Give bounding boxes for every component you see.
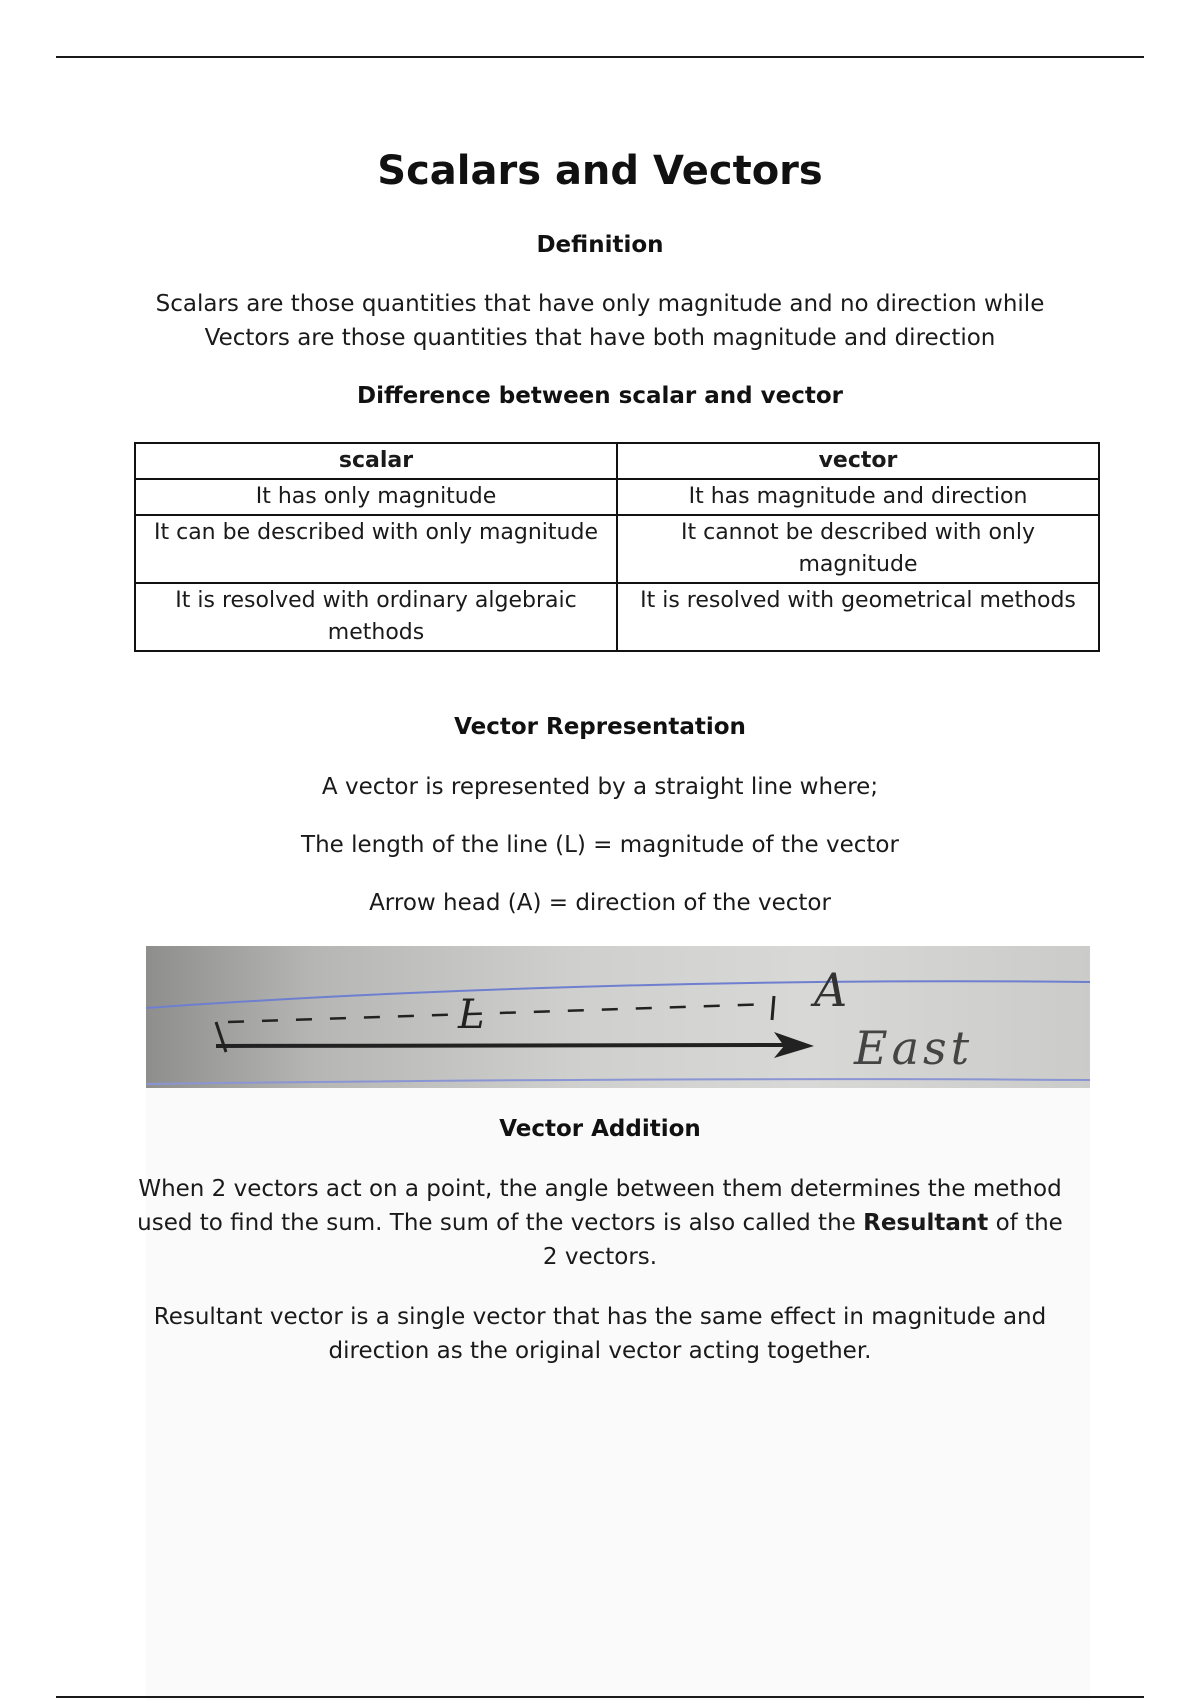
definition-heading: Definition bbox=[536, 232, 664, 258]
table-cell: It has only magnitude bbox=[135, 479, 617, 515]
length-marker-dashes bbox=[228, 1004, 771, 1022]
table-header-row bbox=[135, 443, 1099, 479]
top-rule bbox=[56, 56, 1144, 58]
length-marker-tick bbox=[772, 996, 774, 1020]
ruled-line bbox=[146, 1079, 1090, 1084]
table-cell: It cannot be described with only magnitude bbox=[617, 515, 1099, 583]
ruled-line bbox=[146, 981, 1090, 1008]
vector-line bbox=[216, 1045, 786, 1046]
arrow-label: A bbox=[814, 963, 848, 1017]
vector-sketch bbox=[146, 946, 1090, 1088]
addition-heading: Vector Addition bbox=[499, 1116, 701, 1142]
difference-heading: Difference between scalar and vector bbox=[357, 383, 843, 409]
resultant-definition: Resultant vector is a single vector that has the same effect in magnitude and direction as the original vector acting together. bbox=[153, 1304, 1047, 1364]
representation-line: Arrow head (A) = direction of the vector bbox=[369, 890, 831, 916]
table-row bbox=[135, 583, 1099, 651]
representation-line: The length of the line (L) = magnitude of the vector bbox=[301, 832, 899, 858]
addition-paragraph bbox=[130, 1172, 1070, 1274]
table-cell: It is resolved with ordinary algebraic methods bbox=[135, 583, 617, 651]
representation-line: A vector is represented by a straight line where; bbox=[321, 774, 879, 800]
resultant-term: Resultant bbox=[863, 1210, 989, 1236]
table-cell: It is resolved with geometrical methods bbox=[617, 583, 1099, 651]
addition-text: of the 2 vectors. bbox=[542, 1210, 1063, 1270]
page-title: Scalars and Vectors bbox=[377, 148, 823, 194]
table-row bbox=[135, 479, 1099, 515]
addition-text: When 2 vectors act on a point, the angle between them determines the method used to find the sum. The sum of the vectors is also called the bbox=[137, 1176, 1062, 1236]
difference-table bbox=[134, 442, 1100, 652]
table-row bbox=[135, 515, 1099, 583]
table-cell: It can be described with only magnitude bbox=[135, 515, 617, 583]
direction-label: East bbox=[854, 1021, 974, 1075]
representation-heading: Vector Representation bbox=[454, 714, 746, 740]
definition-text: Scalars are those quantities that have only magnitude and no direction while Vectors are those quantities that have both magnitude and direction bbox=[155, 291, 1045, 351]
bottom-rule bbox=[56, 1696, 1144, 1698]
table-header-vector: vector bbox=[617, 443, 1099, 479]
table-header-scalar: scalar bbox=[135, 443, 617, 479]
vector-sketch-photo bbox=[146, 946, 1090, 1088]
length-label: L bbox=[458, 992, 485, 1038]
table-cell: It has magnitude and direction bbox=[617, 479, 1099, 515]
